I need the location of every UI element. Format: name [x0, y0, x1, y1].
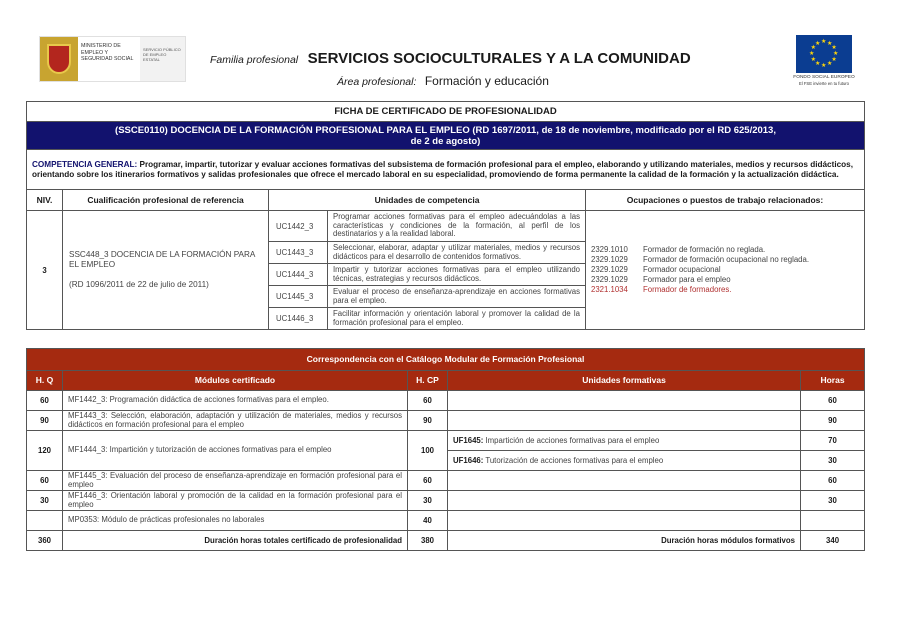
star-icon: ★	[827, 40, 833, 47]
col-hcp: H. CP	[408, 371, 448, 391]
table-row	[27, 431, 865, 451]
hcp-value: 60	[408, 391, 448, 411]
uf-cell	[448, 471, 801, 491]
ocupacion-item: 2321.1034 Formador de formadores.	[591, 285, 732, 294]
modulo-name: MF1444_3: Impartición y tutorización de acciones formativas para el empleo	[63, 431, 408, 471]
col-niv: NIV.	[27, 190, 63, 211]
total-uf-label: Duración horas módulos formativos	[448, 531, 801, 551]
eu-flag-icon	[796, 35, 852, 73]
hq-value	[27, 511, 63, 531]
modulo-name: MF1445_3: Evaluación del proceso de enseñanza-aprendizaje en formación profesional para el empleo	[63, 471, 408, 491]
uc-desc: Impartir y tutorizar acciones formativas para el empleo utilizando técnicas, estrategias y recursos didácticos.	[328, 264, 586, 286]
hq-value: 60	[27, 391, 63, 411]
uf-name: Impartición de acciones formativas para el empleo	[485, 436, 660, 445]
uf-cell	[448, 411, 801, 431]
total-horas: 340	[801, 531, 865, 551]
horas-value	[801, 511, 865, 531]
familia-value: SERVICIOS SOCIOCULTURALES Y A LA COMUNIDAD	[307, 50, 691, 67]
eu-logo	[790, 35, 858, 86]
star-icon: ★	[821, 39, 827, 45]
competencia-general	[27, 150, 865, 190]
hq-value: 120	[27, 431, 63, 471]
horas-value: 30	[801, 451, 865, 471]
uc-desc: Evaluar el proceso de enseñanza-aprendizaje en acciones formativas para el empleo.	[328, 286, 586, 308]
table-row	[27, 491, 865, 511]
table-row	[27, 511, 865, 531]
col-horas: Horas	[801, 371, 865, 391]
ocupacion-item: 2329.1029 Formador de formación ocupacional no reglada.	[591, 255, 809, 264]
horas-value: 60	[801, 391, 865, 411]
table-row	[27, 391, 865, 411]
ficha-title: FICHA DE CERTIFICADO DE PROFESIONALIDAD	[27, 102, 865, 122]
ocupacion-item: 2329.1029 Formador para el empleo	[591, 275, 731, 284]
uc-code: UC1446_3	[269, 308, 328, 330]
modulo-name: MF1442_3: Programación didáctica de acciones formativas para el empleo.	[63, 391, 408, 411]
uf-cell	[448, 391, 801, 411]
uc-code: UC1443_3	[269, 242, 328, 264]
course-line-2: de 2 de agosto)	[410, 135, 481, 147]
hq-value: 90	[27, 411, 63, 431]
ficha-table	[26, 101, 865, 330]
star-icon: ★	[831, 57, 837, 63]
uf-cell	[448, 491, 801, 511]
star-icon: ★	[833, 51, 839, 57]
uf-cell	[448, 431, 801, 451]
table-row	[27, 411, 865, 431]
uf-cell	[448, 511, 801, 531]
hcp-value: 40	[408, 511, 448, 531]
course-title	[27, 122, 865, 150]
ministry-name: MINISTERIO DE EMPLEO Y SEGURIDAD SOCIAL	[81, 43, 134, 62]
familia-label: Familia profesional	[210, 54, 299, 66]
star-icon: ★	[810, 45, 816, 51]
ocupacion-item: 2329.1029 Formador ocupacional	[591, 265, 721, 274]
modulo-name: MP0353: Módulo de prácticas profesionales no laborales	[63, 511, 408, 531]
nivel-value: 3	[27, 211, 63, 330]
horas-value: 30	[801, 491, 865, 511]
uc-desc: Facilitar información y orientación laboral y promover la calidad de la formación profesional para el empleo.	[328, 308, 586, 330]
uc-desc: Seleccionar, elaborar, adaptar y utilizar materiales, medios y recursos didácticos para el desarrollo de contenidos formativos.	[328, 242, 586, 264]
horas-value: 70	[801, 431, 865, 451]
star-icon: ★	[831, 45, 837, 51]
competencia-text: Programar, impartir, tutorizar y evaluar acciones formativas del subsistema de formación profesional para el empleo, elaborando y utilizando materiales, medios y recursos didácticos, orientando sobre los itinerarios formativos y salidas profesionales que ofrece el mercado laboral en su especialidad, promoviendo de forma permanente la calidad de la formación y la actualización didáctica.	[32, 159, 853, 179]
cualificacion-cell	[63, 211, 269, 330]
uf-code: UF1646:	[453, 456, 484, 465]
area-profesional	[337, 72, 549, 90]
star-icon: ★	[810, 57, 816, 63]
star-icon: ★	[815, 61, 821, 68]
star-icon: ★	[821, 63, 827, 69]
eu-caption: FONDO SOCIAL EUROPEO	[793, 75, 855, 80]
uf-name: Tutorización de acciones formativas para el empleo	[485, 456, 664, 465]
eu-motto: El FSE invierte en tu futuro	[798, 80, 850, 86]
col-modulos: Módulos certificado	[63, 371, 408, 391]
correspondencia-title: Correspondencia con el Catálogo Modular de Formación Profesional	[27, 349, 865, 371]
star-icon: ★	[809, 51, 815, 57]
uf-code: UF1645:	[453, 436, 484, 445]
table-row	[27, 471, 865, 491]
hcp-value: 30	[408, 491, 448, 511]
col-cualificacion: Cualificación profesional de referencia	[63, 190, 269, 211]
uc-code: UC1445_3	[269, 286, 328, 308]
ocupaciones-cell	[586, 211, 865, 330]
star-icon: ★	[827, 61, 833, 68]
total-hq: 360	[27, 531, 63, 551]
col-unidades: Unidades de competencia	[269, 190, 586, 211]
coat-of-arms-icon	[40, 37, 78, 81]
col-hq: H. Q	[27, 371, 63, 391]
col-unidades-formativas: Unidades formativas	[448, 371, 801, 391]
course-line-1: (SSCE0110) DOCENCIA DE LA FORMACIÓN PROFESIONAL PARA EL EMPLEO (RD 1697/2011, de 18 de noviembre, modificado por el RD 625/2013,	[115, 124, 776, 136]
familia-profesional	[210, 50, 691, 68]
total-label: Duración horas totales certificado de profesionalidad	[63, 531, 408, 551]
secretaria-name: SERVICIO PÚBLICO DE EMPLEO ESTATAL	[140, 37, 185, 81]
hcp-value: 100	[408, 431, 448, 471]
competencia-label: COMPETENCIA GENERAL:	[32, 159, 138, 169]
star-icon: ★	[815, 40, 821, 47]
total-hcp: 380	[408, 531, 448, 551]
horas-value: 60	[801, 471, 865, 491]
modulo-name: MF1446_3: Orientación laboral y promoción de la calidad en la formación profesional para el empleo	[63, 491, 408, 511]
uc-code: UC1444_3	[269, 264, 328, 286]
hcp-value: 90	[408, 411, 448, 431]
cualificacion-rd: (RD 1096/2011 de 22 de julio de 2011)	[69, 280, 209, 289]
uf-cell	[448, 451, 801, 471]
uc-desc: Programar acciones formativas para el empleo adecuándolas a las características y condiciones de la formación, al perfil de los destinatarios y a la realidad laboral.	[328, 211, 586, 242]
uc-code: UC1442_3	[269, 211, 328, 242]
col-ocupaciones: Ocupaciones o puestos de trabajo relacionados:	[586, 190, 865, 211]
area-label: Área profesional:	[337, 76, 417, 88]
hq-value: 30	[27, 491, 63, 511]
hcp-value: 60	[408, 471, 448, 491]
totals-row	[27, 531, 865, 551]
area-value: Formación y educación	[424, 74, 549, 88]
hq-value: 60	[27, 471, 63, 491]
correspondencia-table	[26, 348, 865, 551]
ocupacion-item: 2329.1010 Formador de formación no reglada.	[591, 245, 766, 254]
modulo-name: MF1443_3: Selección, elaboración, adaptación y utilización de materiales, medios y recursos didácticos en formación profesional para el empleo	[63, 411, 408, 431]
horas-value: 90	[801, 411, 865, 431]
ministry-logo	[39, 36, 186, 82]
cualificacion-name: SSC448_3 DOCENCIA DE LA FORMACIÓN PARA EL EMPLEO	[69, 250, 255, 269]
